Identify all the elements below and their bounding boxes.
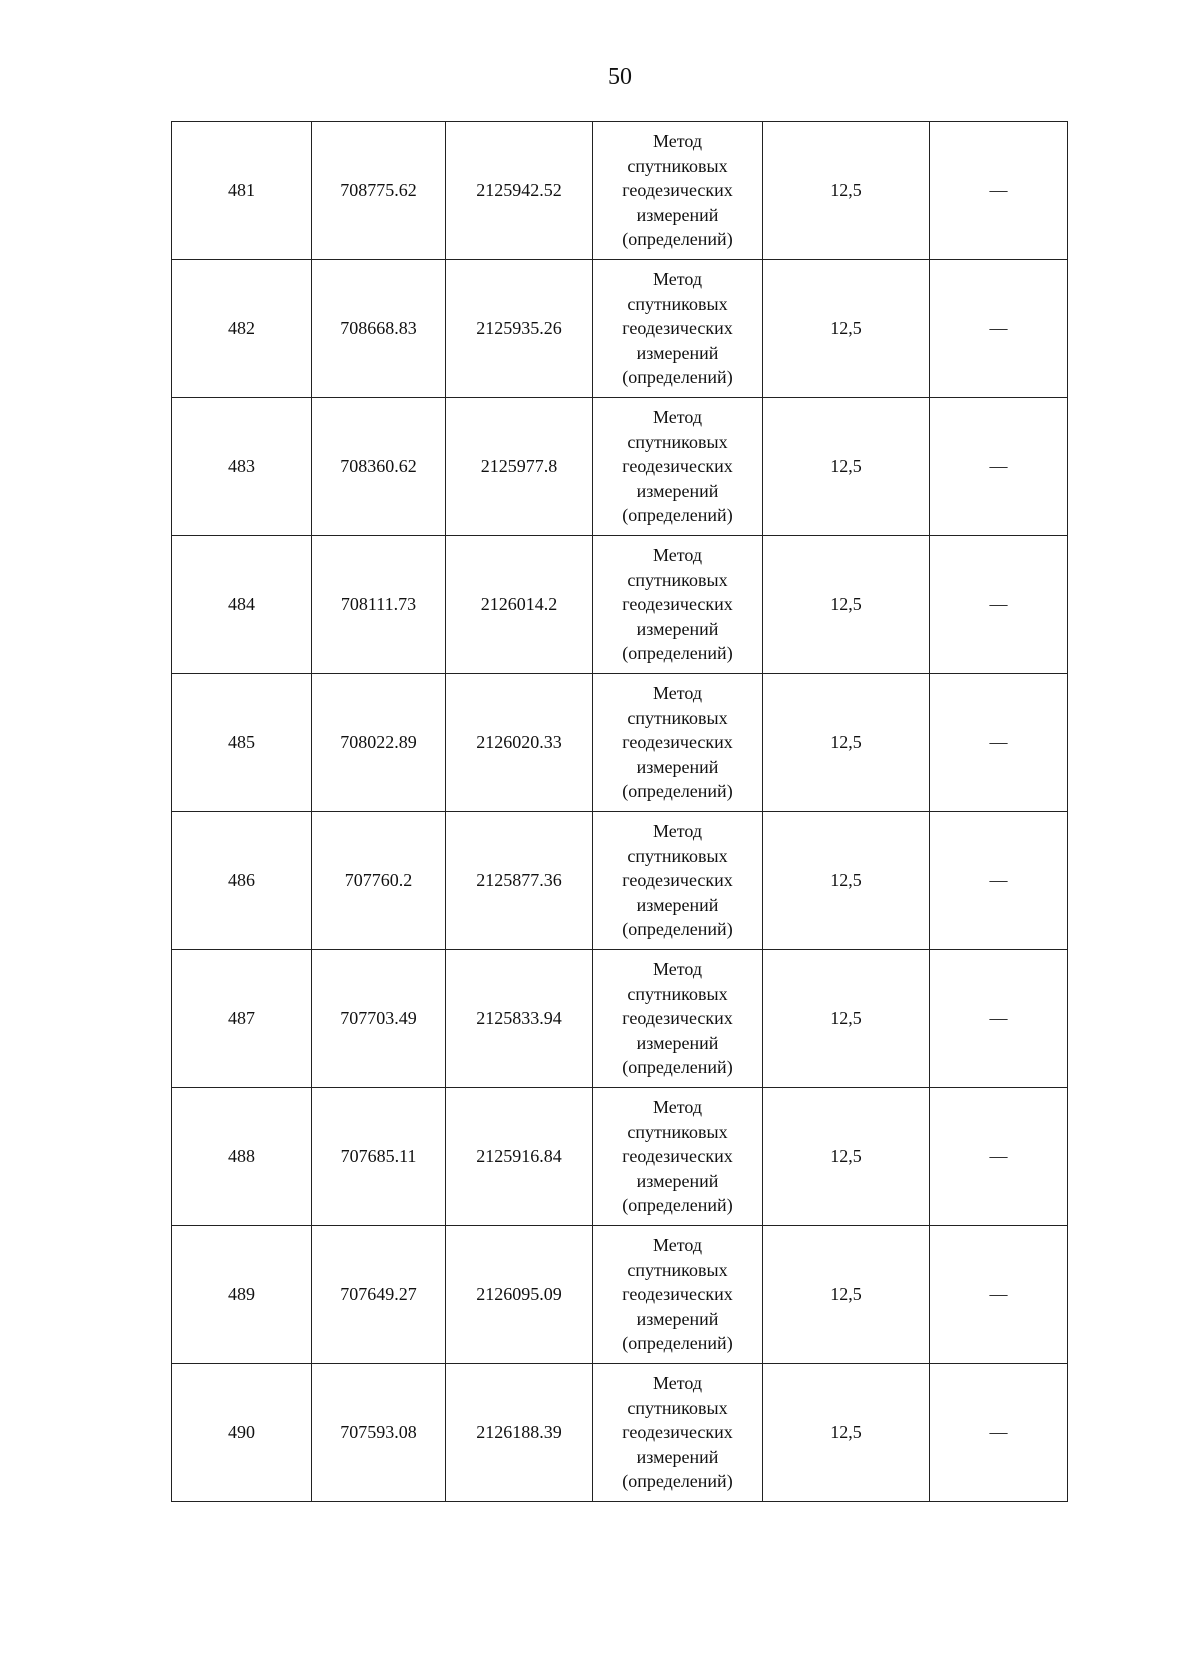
y-coordinate-cell: 2126188.39 xyxy=(446,1364,593,1502)
coordinates-table-body xyxy=(172,122,1068,1502)
method-cell xyxy=(593,1364,763,1502)
table-row xyxy=(172,1226,1068,1364)
x-coordinate-cell: 707760.2 xyxy=(312,812,446,950)
point-number-cell: 485 xyxy=(172,674,312,812)
note-cell: — xyxy=(930,398,1068,536)
method-cell xyxy=(593,1226,763,1364)
point-number-cell: 483 xyxy=(172,398,312,536)
method-cell xyxy=(593,536,763,674)
accuracy-cell: 12,5 xyxy=(763,536,930,674)
x-coordinate-cell: 708360.62 xyxy=(312,398,446,536)
note-cell: — xyxy=(930,1226,1068,1364)
table-row xyxy=(172,536,1068,674)
x-coordinate-cell: 708775.62 xyxy=(312,122,446,260)
method-text: Метод спутниковых геодезических измерений (определений) xyxy=(622,407,733,526)
method-cell xyxy=(593,1088,763,1226)
method-text: Метод спутниковых геодезических измерений (определений) xyxy=(622,131,733,250)
accuracy-cell: 12,5 xyxy=(763,1088,930,1226)
method-text: Метод спутниковых геодезических измерений (определений) xyxy=(622,1097,733,1216)
point-number-cell: 484 xyxy=(172,536,312,674)
method-text: Метод спутниковых геодезических измерений (определений) xyxy=(622,545,733,664)
method-text: Метод спутниковых геодезических измерений (определений) xyxy=(622,269,733,388)
table-row xyxy=(172,674,1068,812)
table-row xyxy=(172,950,1068,1088)
accuracy-cell: 12,5 xyxy=(763,260,930,398)
y-coordinate-cell: 2126095.09 xyxy=(446,1226,593,1364)
table-row xyxy=(172,260,1068,398)
y-coordinate-cell: 2125977.8 xyxy=(446,398,593,536)
table-row xyxy=(172,122,1068,260)
point-number-cell: 489 xyxy=(172,1226,312,1364)
accuracy-cell: 12,5 xyxy=(763,398,930,536)
y-coordinate-cell: 2125935.26 xyxy=(446,260,593,398)
x-coordinate-cell: 707649.27 xyxy=(312,1226,446,1364)
method-text: Метод спутниковых геодезических измерений (определений) xyxy=(622,683,733,802)
y-coordinate-cell: 2125833.94 xyxy=(446,950,593,1088)
point-number-cell: 487 xyxy=(172,950,312,1088)
note-cell: — xyxy=(930,950,1068,1088)
x-coordinate-cell: 708022.89 xyxy=(312,674,446,812)
note-cell: — xyxy=(930,1088,1068,1226)
accuracy-cell: 12,5 xyxy=(763,950,930,1088)
x-coordinate-cell: 707703.49 xyxy=(312,950,446,1088)
method-cell xyxy=(593,260,763,398)
note-cell: — xyxy=(930,260,1068,398)
x-coordinate-cell: 707593.08 xyxy=(312,1364,446,1502)
x-coordinate-cell: 708668.83 xyxy=(312,260,446,398)
table-row xyxy=(172,398,1068,536)
accuracy-cell: 12,5 xyxy=(763,812,930,950)
method-text: Метод спутниковых геодезических измерений (определений) xyxy=(622,1235,733,1354)
point-number-cell: 482 xyxy=(172,260,312,398)
table-row xyxy=(172,1364,1068,1502)
accuracy-cell: 12,5 xyxy=(763,122,930,260)
accuracy-cell: 12,5 xyxy=(763,1226,930,1364)
y-coordinate-cell: 2125942.52 xyxy=(446,122,593,260)
y-coordinate-cell: 2126014.2 xyxy=(446,536,593,674)
y-coordinate-cell: 2126020.33 xyxy=(446,674,593,812)
note-cell: — xyxy=(930,1364,1068,1502)
y-coordinate-cell: 2125916.84 xyxy=(446,1088,593,1226)
method-cell xyxy=(593,812,763,950)
note-cell: — xyxy=(930,536,1068,674)
method-text: Метод спутниковых геодезических измерений (определений) xyxy=(622,959,733,1078)
table-row xyxy=(172,1088,1068,1226)
method-cell xyxy=(593,674,763,812)
x-coordinate-cell: 707685.11 xyxy=(312,1088,446,1226)
note-cell: — xyxy=(930,812,1068,950)
point-number-cell: 490 xyxy=(172,1364,312,1502)
table-row xyxy=(172,812,1068,950)
point-number-cell: 488 xyxy=(172,1088,312,1226)
point-number-cell: 486 xyxy=(172,812,312,950)
accuracy-cell: 12,5 xyxy=(763,674,930,812)
y-coordinate-cell: 2125877.36 xyxy=(446,812,593,950)
note-cell: — xyxy=(930,674,1068,812)
page-number: 50 xyxy=(608,64,632,90)
method-text: Метод спутниковых геодезических измерений (определений) xyxy=(622,821,733,940)
point-number-cell: 481 xyxy=(172,122,312,260)
method-cell xyxy=(593,950,763,1088)
method-cell xyxy=(593,398,763,536)
method-cell xyxy=(593,122,763,260)
note-cell: — xyxy=(930,122,1068,260)
method-text: Метод спутниковых геодезических измерений (определений) xyxy=(622,1373,733,1492)
accuracy-cell: 12,5 xyxy=(763,1364,930,1502)
x-coordinate-cell: 708111.73 xyxy=(312,536,446,674)
coordinates-table xyxy=(171,121,1068,1502)
